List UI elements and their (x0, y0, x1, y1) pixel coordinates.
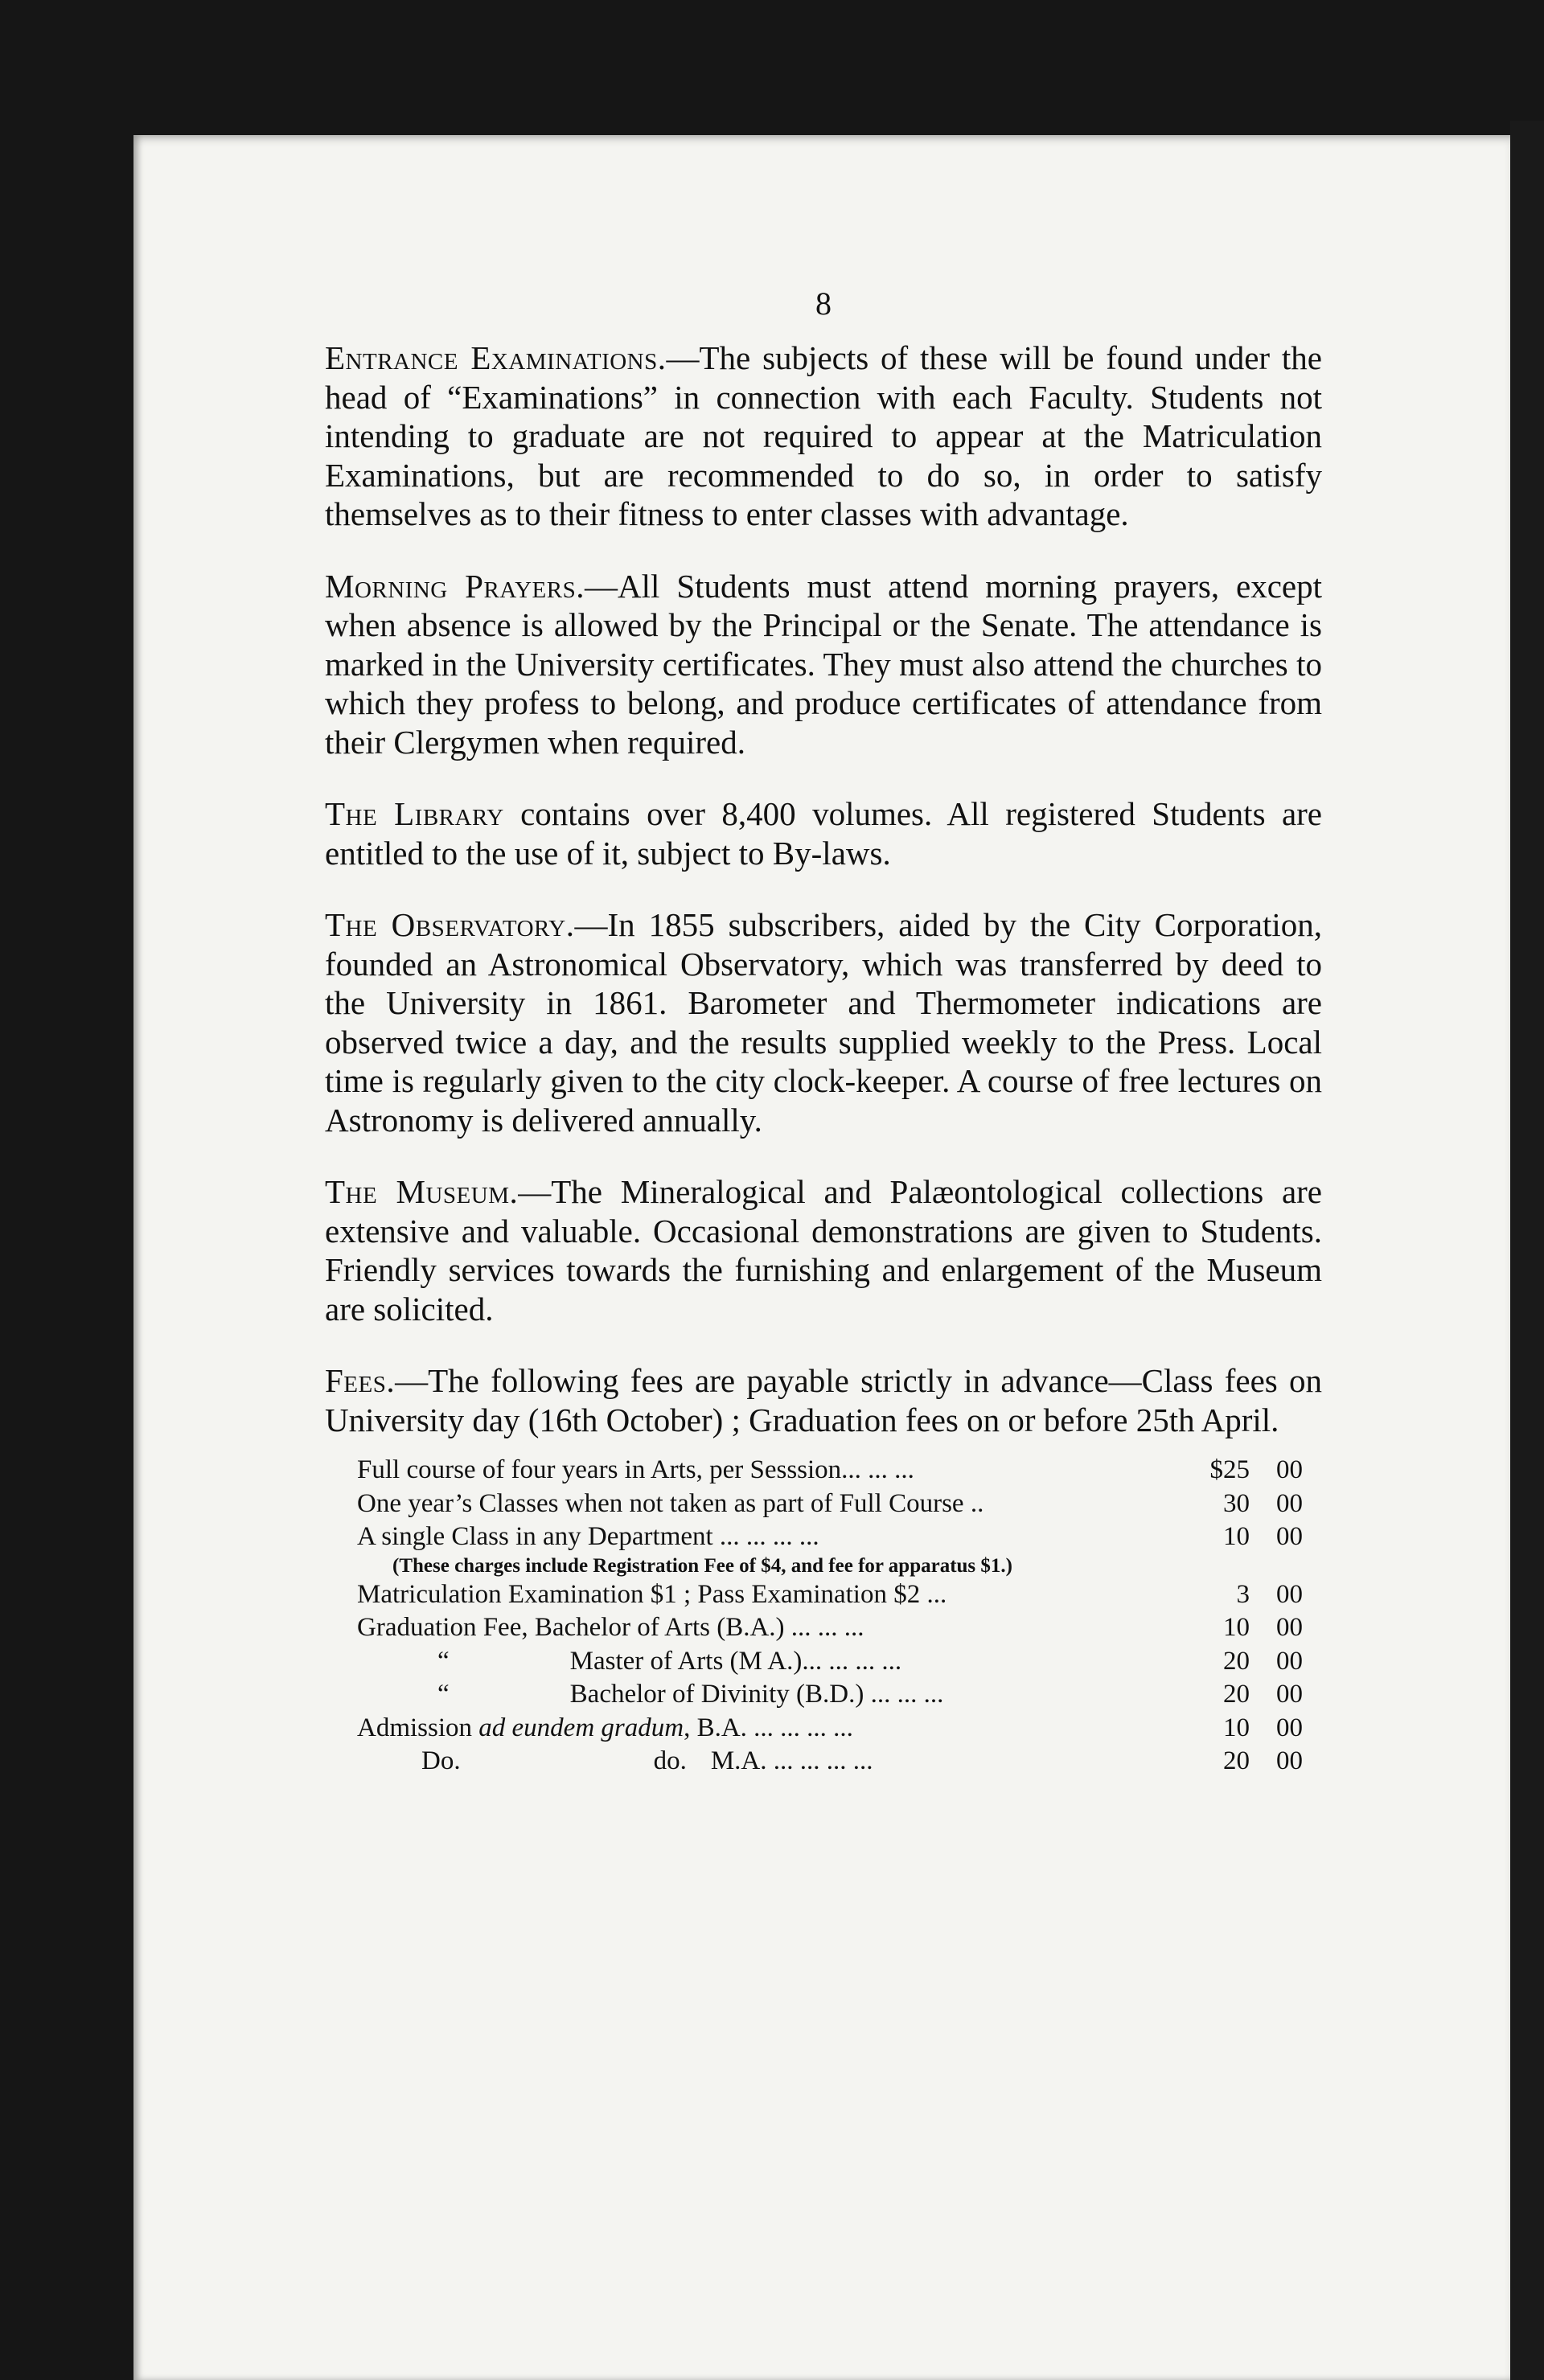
paragraph-text: —All Students must attend morning prayers, except when absence is allowed by the Principal or the Senate. The attendance is marked in the University certificates. They must also attend the churches to which they profess to belong, and produce certificates of attendance from their Clergymen when required. (325, 567, 1323, 761)
fee-description-text: Master of Arts (M A.)... ... ... ... (569, 1646, 902, 1676)
fee-description-text: Bachelor of Divinity (B.D.) ... ... ... (569, 1680, 944, 1709)
table-row (357, 1678, 1303, 1712)
table-row (357, 1520, 1303, 1554)
fee-cents: 00 (1276, 1680, 1303, 1709)
fee-dollars: 20 (1223, 1680, 1250, 1709)
paragraph-text: —In 1855 subscribers, aided by the City Corporation, founded an Astronomical Observatory, which was transferred by deed to the University in 1861. Barometer and Thermometer indications are observed twice a day, and the results supplied weekly to the Press. Local time is regularly given to the city clock-keeper. A course of free lectures on Astronomy is delivered annually. (325, 906, 1322, 1139)
admission-suffix: , B.A. ... ... ... ... (684, 1713, 853, 1742)
table-row (357, 1645, 1303, 1679)
paragraph-heading: Entrance Examinations. (325, 339, 667, 376)
table-row (357, 1745, 1303, 1779)
paragraph-text: contains over 8,400 volumes. All registered Students are entitled to the use of it, subject to By-laws. (325, 795, 1322, 872)
do-label-2: do. (653, 1746, 687, 1775)
fee-cents: 00 (1276, 1746, 1303, 1775)
paragraph-text: —The Mineralogical and Palæontological collections are extensive and valuable. Occasional demonstrations are given to Students. Friendly services towards the furnishing and enlargement of the Museum are solicited. (325, 1173, 1323, 1327)
table-row (357, 1488, 1303, 1521)
fee-dollars: 10 (1223, 1522, 1250, 1551)
fee-dollars: 30 (1223, 1488, 1250, 1518)
paragraph-entrance-examinations (325, 339, 1322, 534)
paragraph-observatory (325, 905, 1322, 1139)
fee-dollars: 3 (1236, 1579, 1250, 1609)
paragraph-text: —The subjects of these will be found under the head of “Examinations” in connection with each Faculty. Students not intending to graduate are not required to appear at the Matriculation Examinations, but are recommended to do so, in order to satisfy themselves as to their fitness to enter classes with advantage. (325, 339, 1322, 532)
fee-description (357, 1745, 1161, 1779)
fee-cents: 00 (1276, 1713, 1303, 1742)
paragraph-fees (325, 1361, 1322, 1439)
paragraph-heading: Morning Prayers. (325, 567, 585, 605)
fee-description (357, 1678, 1161, 1712)
fee-cents: 00 (1276, 1579, 1303, 1609)
fee-description-text: M.A. ... ... ... ... (710, 1746, 873, 1775)
table-row (357, 1611, 1303, 1645)
fee-description: Matriculation Examination $1 ; Pass Examination $2 ... (357, 1579, 947, 1609)
ditto-mark: “ (437, 1646, 450, 1676)
table-row (357, 1578, 1303, 1612)
fee-description: Full course of four years in Arts, per Sesssion... ... ... (357, 1455, 914, 1484)
paragraph-text: —The following fees are payable strictly in advance—Class fees on University day (16th October) ; Graduation fees on or before 25th April. (325, 1362, 1322, 1438)
fee-description: One year’s Classes when not taken as part of Full Course .. (357, 1488, 984, 1518)
paragraph-heading: The Observatory. (325, 906, 575, 943)
ditto-mark: “ (437, 1680, 450, 1709)
fee-description (357, 1712, 1161, 1746)
fee-cents: 00 (1276, 1488, 1303, 1518)
fee-dollars: $25 (1209, 1455, 1250, 1484)
paragraph-museum (325, 1172, 1322, 1328)
admission-latin: ad eundem gradum (478, 1713, 684, 1742)
paragraph-heading: The Museum. (325, 1173, 519, 1210)
fee-cents: 00 (1276, 1522, 1303, 1551)
paragraph-library (325, 794, 1322, 872)
fee-description (357, 1645, 1161, 1679)
fee-note: (These charges include Registration Fee of $4, and fee for apparatus $1.) (392, 1554, 1012, 1577)
page-edge (1510, 121, 1544, 2380)
fee-description: A single Class in any Department ... ... ... ... (357, 1522, 819, 1551)
table-row (357, 1454, 1303, 1488)
admission-prefix: Admission (357, 1713, 479, 1742)
fee-dollars: 10 (1223, 1613, 1250, 1642)
fee-dollars: 20 (1223, 1646, 1250, 1676)
do-label: Do. (421, 1746, 461, 1775)
fee-cents: 00 (1276, 1646, 1303, 1676)
fee-description: Graduation Fee, Bachelor of Arts (B.A.) ... ... ... (357, 1613, 864, 1642)
table-row (357, 1712, 1303, 1746)
fee-dollars: 20 (1223, 1746, 1250, 1775)
paragraph-heading: The Library (325, 795, 504, 832)
fee-note-row (357, 1554, 1303, 1578)
paragraph-heading: Fees. (325, 1362, 396, 1399)
fees-table (357, 1454, 1303, 1779)
fee-cents: 00 (1276, 1455, 1303, 1484)
fee-dollars: 10 (1223, 1713, 1250, 1742)
page-number: 8 (815, 285, 832, 322)
fee-cents: 00 (1276, 1613, 1303, 1642)
paragraph-morning-prayers (325, 567, 1322, 762)
page-content (325, 285, 1322, 1779)
